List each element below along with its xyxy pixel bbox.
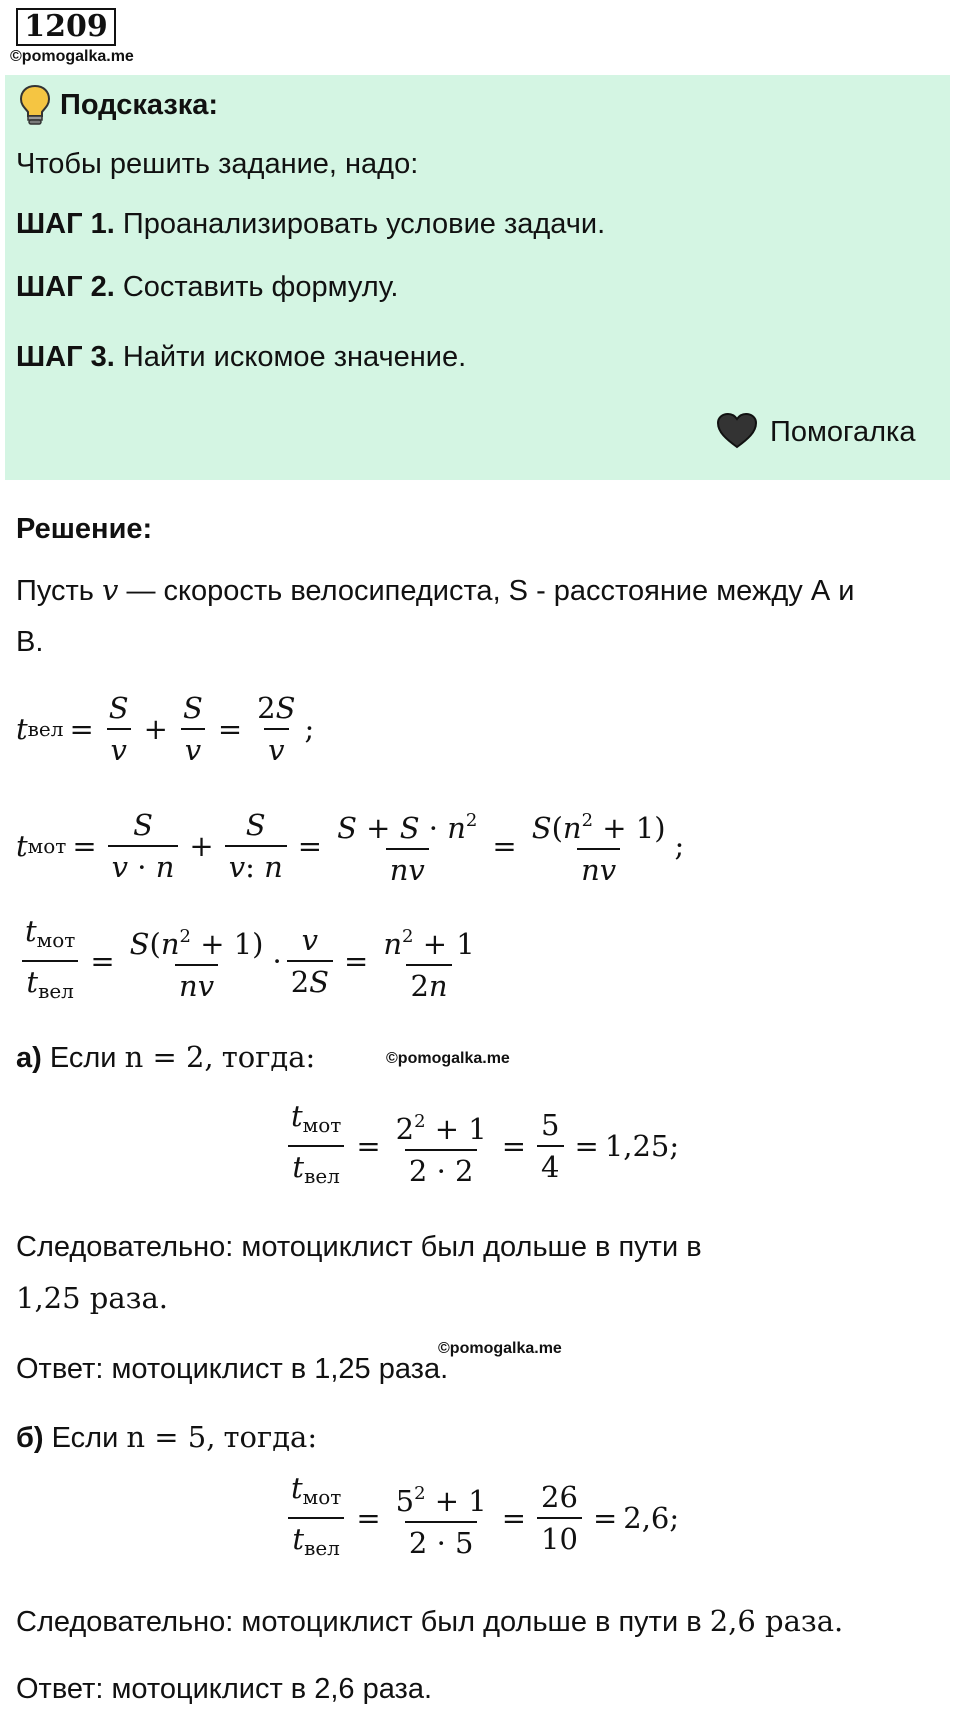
formula-t-vel: t вел = $\frac{S}{v}$ + $\frac{S}{v}$ = $\frac{2S}{v}$ ; (16, 691, 315, 767)
solution-intro-line-1: Пусть v — скорость велосипедиста, S - расстояние между А и (16, 573, 855, 607)
watermark-middle-1: ©pomogalka.me (386, 1050, 510, 1067)
hint-step-2 (16, 270, 398, 304)
part-b-calculation: $\frac{t_{мот}}{t_{вел}}$ = $\frac{5^2 + 1}{2 \cdot 5}$ = $\frac{26}{10}$ = 2,6; (282, 1472, 679, 1564)
formula-t-mot: t мот = $\frac{S}{v \cdot n}$ + $\frac{S}{v: n}$ = $\frac{S + S \cdot n^2}{nv}$ = $\frac{S(n^2 + 1)}{nv}$ ; (16, 807, 685, 887)
step-label: ШАГ 3. (16, 341, 115, 373)
hint-title: Подсказка: (60, 89, 219, 121)
watermark-middle-2: ©pomogalka.me (438, 1340, 562, 1357)
part-a-condition: а) Если n = 2, тогда: (16, 1040, 316, 1074)
watermark-top: ©pomogalka.me (10, 48, 134, 65)
part-a-conclusion-line-2: 1,25 раза. (16, 1281, 168, 1315)
part-b-conclusion: Следовательно: мотоциклист был дольше в пути в 2,6 раза. (16, 1604, 844, 1638)
step-text: Составить формулу. (122, 271, 399, 303)
task-number-badge: 1209 (16, 8, 116, 46)
step-label: ШАГ 1. (16, 208, 115, 240)
step-text: Проанализировать условие задачи. (122, 208, 606, 240)
heart-icon (716, 412, 758, 455)
solution-intro-line-2: В. (16, 626, 44, 658)
lightbulb-icon (18, 84, 52, 131)
part-b-condition: б) Если n = 5, тогда: (16, 1420, 318, 1454)
step-label: ШАГ 2. (16, 271, 115, 303)
hint-intro: Чтобы решить задание, надо: (16, 148, 419, 180)
part-a-answer: Ответ: мотоциклист в 1,25 раза. (16, 1353, 449, 1385)
part-a-calculation: $\frac{t_{мот}}{t_{вел}}$ = $\frac{2^2 + 1}{2 \cdot 2}$ = $\frac{5}{4}$ = 1,25; (282, 1100, 679, 1192)
part-a-conclusion-line-1: Следовательно: мотоциклист был дольше в пути в (16, 1231, 702, 1263)
brand-label: Помогалка (770, 416, 916, 448)
hint-step-3 (16, 340, 466, 374)
formula-ratio: $\frac{t_{мот}}{t_{вел}}$ = $\frac{S(n^2 + 1)}{nv}$ · $\frac{v}{2S}$ = $\frac{n^2 + 1}{2n}$ (16, 915, 484, 1007)
hint-step-1 (16, 207, 605, 241)
solution-title: Решение: (16, 513, 153, 545)
part-b-answer: Ответ: мотоциклист в 2,6 раза. (16, 1673, 433, 1705)
step-text: Найти искомое значение. (122, 341, 467, 373)
